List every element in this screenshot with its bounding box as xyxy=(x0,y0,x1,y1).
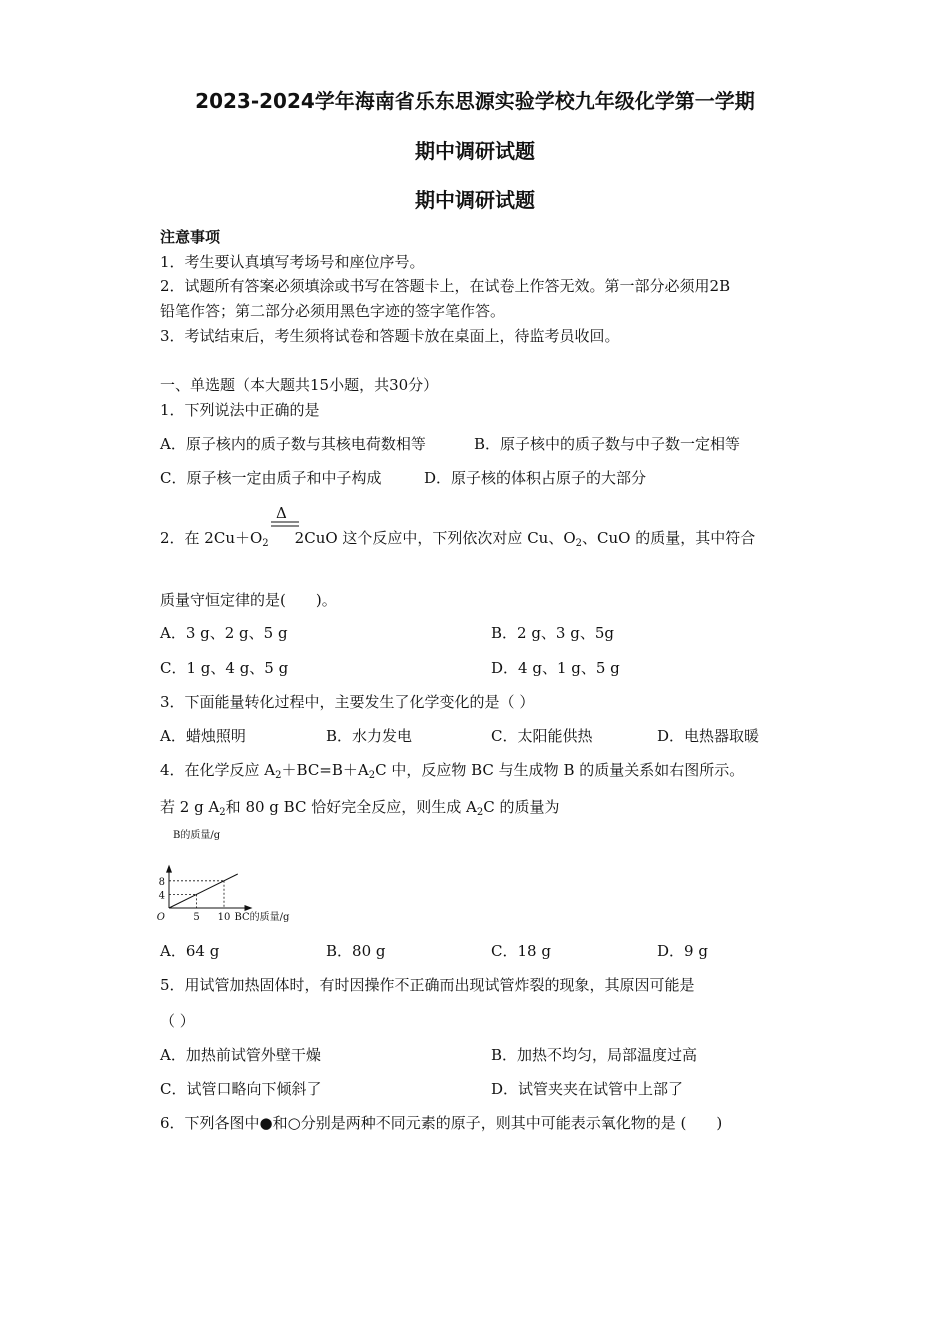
doc-title-line2: 期中调研试题 xyxy=(415,139,535,163)
q3-option-a: A．蜡烛照明 xyxy=(160,727,246,745)
y-tick-label: 4 xyxy=(158,890,165,902)
q3-option-b: B．水力发电 xyxy=(326,727,413,745)
x-axis-arrow xyxy=(245,905,253,911)
q4-text: 4．在化学反应 A xyxy=(160,761,276,779)
q4-option-a: A．64 g xyxy=(160,942,220,960)
q4-stem-line1 xyxy=(160,760,744,780)
q3-option-c: C．太阳能供热 xyxy=(491,727,593,745)
notice-item: 3．考试结束后，考生须将试卷和答题卡放在桌面上，待监考员收回。 xyxy=(160,327,620,345)
q4-sub: 2 xyxy=(275,770,282,781)
q4-text: ＋BC=B＋A xyxy=(281,761,369,779)
q5-option-b: B．加热不均匀，局部温度过高 xyxy=(491,1046,698,1064)
notice-item: 1．考生要认真填写考场号和座位序号。 xyxy=(160,253,425,271)
q1-option-a: A．原子核内的质子数与其核电荷数相等 xyxy=(160,435,426,453)
q2-option-d: D．4 g、1 g、5 g xyxy=(491,659,620,677)
q2-sub: 2 xyxy=(575,538,582,549)
q4-sub: 2 xyxy=(219,807,226,818)
data-series-line xyxy=(169,874,238,908)
q1-option-c: C．原子核一定由质子和中子构成 xyxy=(160,469,382,487)
x-tick-label: 5 xyxy=(193,912,200,923)
section-heading: 一、单选题（本大题共15小题，共30分） xyxy=(160,376,439,394)
x-axis-label: BC的质量/g xyxy=(234,912,290,923)
q2-sub: 2 xyxy=(262,538,269,549)
q2-option-b: B．2 g、3 g、5g xyxy=(491,624,614,642)
origin-label: O xyxy=(156,912,165,923)
notice-item: 2．试题所有答案必须填涂或书写在答题卡上，在试卷上作答无效。第一部分必须用2B xyxy=(160,277,731,295)
q4-stem-line2 xyxy=(160,797,559,817)
q1-option-d: D．原子核的体积占原子的大部分 xyxy=(424,469,647,487)
q4-sub: 2 xyxy=(476,807,484,818)
doc-title-line1: 2023-2024学年海南省乐东思源实验学校九年级化学第一学期 xyxy=(195,89,755,113)
q2-option-c: C．1 g、4 g、5 g xyxy=(160,659,289,677)
q1-option-b: B．原子核中的质子数与中子数一定相等 xyxy=(474,435,741,453)
q2-stem-part2: 2CuO 这个反应中，下列依次对应 Cu、O xyxy=(294,529,576,547)
q5-option-a: A．加热前试管外壁干燥 xyxy=(160,1046,321,1064)
doc-title-line3: 期中调研试题 xyxy=(415,188,535,212)
q4-text: C 的质量为 xyxy=(483,798,560,816)
notice-heading: 注意事项 xyxy=(160,228,221,246)
q5-option-c: C．试管口略向下倾斜了 xyxy=(160,1080,322,1098)
q2-stem-part1: 2．在 2Cu＋O xyxy=(160,529,263,547)
q2-option-a: A．3 g、2 g、5 g xyxy=(160,624,288,642)
q4-text: 和 80 g BC 恰好完全反应，则生成 A xyxy=(225,798,477,816)
q4-sub: 2 xyxy=(368,770,376,781)
heat-delta-symbol: Δ xyxy=(276,504,287,522)
y-axis-arrow xyxy=(166,865,172,873)
reaction-equals-sign xyxy=(270,520,300,528)
q1-stem: 1．下列说法中正确的是 xyxy=(160,401,320,419)
q4-text: C 中，反应物 BC 与生成物 B 的质量关系如右图所示。 xyxy=(375,761,745,779)
q4-option-c: C．18 g xyxy=(491,942,551,960)
q5-stem: 5．用试管加热固体时，有时因操作不正确而出现试管炸裂的现象，其原因可能是 xyxy=(160,976,695,994)
y-axis-label: B的质量/g xyxy=(173,830,221,841)
q3-option-d: D．电热器取暖 xyxy=(657,727,760,745)
q3-stem: 3．下面能量转化过程中，主要发生了化学变化的是（ ） xyxy=(160,693,535,711)
x-tick-label: 10 xyxy=(217,912,231,923)
notice-item: 铅笔作答；第二部分必须用黑色字迹的签字笔作答。 xyxy=(160,302,506,320)
q4-option-b: B．80 g xyxy=(326,942,386,960)
q5-paren: （ ） xyxy=(160,1012,195,1030)
q6-stem: 6．下列各图中●和○分别是两种不同元素的原子，则其中可能表示氧化物的是 ( ) xyxy=(160,1114,723,1132)
q5-option-d: D．试管夹夹在试管中上部了 xyxy=(491,1080,684,1098)
mass-relation-chart xyxy=(155,826,315,926)
q2-stem xyxy=(160,528,755,548)
q4-option-d: D．9 g xyxy=(657,942,708,960)
q2-stem-part3: 、CuO 的质量，其中符合 xyxy=(582,529,756,547)
q4-text: 若 2 g A xyxy=(160,798,220,816)
y-tick-label: 8 xyxy=(158,876,165,888)
q2-stem-line2: 质量守恒定律的是( )。 xyxy=(160,591,337,609)
